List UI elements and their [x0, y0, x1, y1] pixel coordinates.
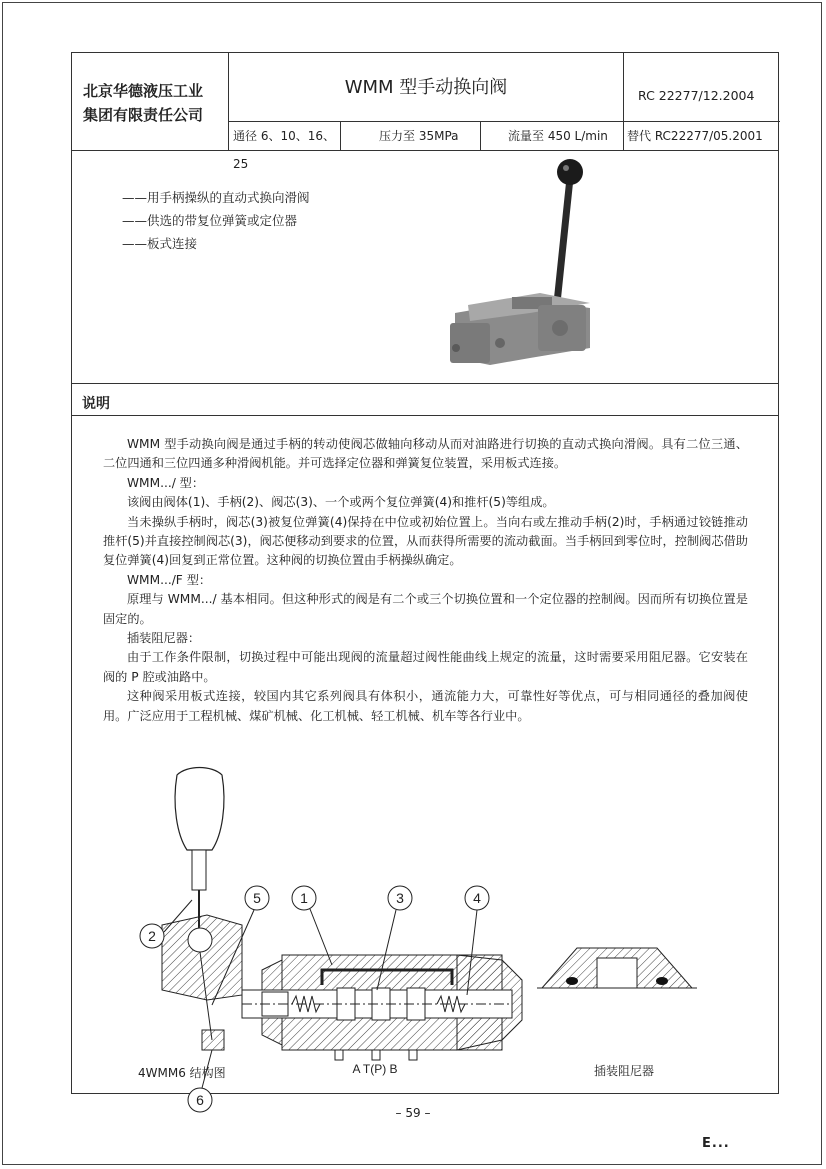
document-code: RC 22277/12.2004: [638, 88, 755, 103]
feature-item: ——用手柄操纵的直动式换向滑阀: [122, 190, 310, 205]
paragraph: WMM.../F 型：: [127, 572, 212, 587]
feature-item: ——板式连接: [122, 236, 198, 251]
paragraph: WMM 型手动换向阀是通过手柄的转动使阀芯做轴向移动从而对油路进行切换的直动式换向滑阀。具有二位三通、二位四通和三位四通多种滑阀机能。并可选择定位器和弹簧复位装置，采用板式连接。: [103, 437, 748, 471]
callout-1: 1: [300, 890, 308, 906]
callout-4: 4: [473, 890, 481, 906]
caption-damper: 插装阻尼器: [594, 1064, 655, 1078]
valve-section-drawing: [132, 765, 532, 1108]
paragraph: 当未操纵手柄时，阀芯(3)被复位弹簧(4)保持在中位或初始位置上。当向右或左推动手柄(2)时，手柄通过铰链推动推杆(5)并直接控制阀芯(3)，阀芯便移动到要求的位置，从而获得所需要的流动截面。当手柄回到零位时，控制阀芯借助复位弹簧(4)回复到正常位置。这种阀的切换位置由手柄操纵确定。: [103, 514, 748, 568]
section-divider: [72, 415, 778, 416]
paragraph: 该阀由阀体(1)、手柄(2)、阀芯(3)、一个或两个复位弹簧(4)和推杆(5)等组成。: [127, 495, 555, 510]
callout-2: 2: [148, 928, 156, 944]
spec-pressure: 压力至 35MPa: [341, 122, 481, 150]
description-text: [103, 435, 748, 726]
company-line-1: 北京华德液压工业: [83, 82, 204, 100]
company-line-2: 集团有限责任公司: [83, 106, 204, 124]
paragraph: WMM.../ 型：: [127, 475, 205, 490]
callout-5: 5: [253, 890, 261, 906]
port-labels: A T(P) B: [352, 1062, 398, 1076]
intro-divider: [72, 383, 778, 384]
header-divider: [72, 150, 778, 151]
section-title: 说明: [82, 396, 110, 412]
spec-diameter: 通径 6、10、16、25: [229, 122, 341, 150]
spec-row: [229, 121, 780, 171]
page-number: – 59 –: [395, 1106, 431, 1120]
paragraph: 插装阻尼器：: [127, 631, 201, 646]
callout-6: 6: [196, 1092, 204, 1108]
product-title: WMM 型手动换向阀: [229, 53, 624, 121]
paragraph: 这种阀采用板式连接，较国内其它系列阀具有体积小，通流能力大，可靠性好等优点，可与相同通径的叠加阀使用。广泛应用于工程机械、煤矿机械、化工机械、轻工机械、机车等各行业中。: [103, 689, 748, 723]
callout-3: 3: [396, 890, 404, 906]
valve-photo: [430, 153, 600, 378]
datasheet-frame: [71, 52, 779, 1108]
damper-drawing: [537, 933, 697, 1003]
feature-list: [122, 186, 310, 255]
company-name: [72, 53, 229, 150]
caption-structure: 4WMM6 结构图: [138, 1066, 226, 1080]
footer-mark: E...: [702, 1136, 730, 1151]
paragraph: 原理与 WMM.../ 基本相同。但这种形式的阀是有二个或三个切换位置和一个定位器的控制阀。因而所有切换位置是固定的。: [103, 592, 748, 626]
feature-item: ——供选的带复位弹簧或定位器: [122, 213, 298, 228]
paragraph: 由于工作条件限制，切换过程中可能出现阀的流量超过阀性能曲线上规定的流量，这时需要采用阻尼器。它安装在阀的 P 腔或油路中。: [103, 650, 748, 684]
spec-flow: 流量至 450 L/min: [481, 122, 624, 150]
spec-replaces: 替代 RC22277/05.2001: [627, 129, 763, 143]
